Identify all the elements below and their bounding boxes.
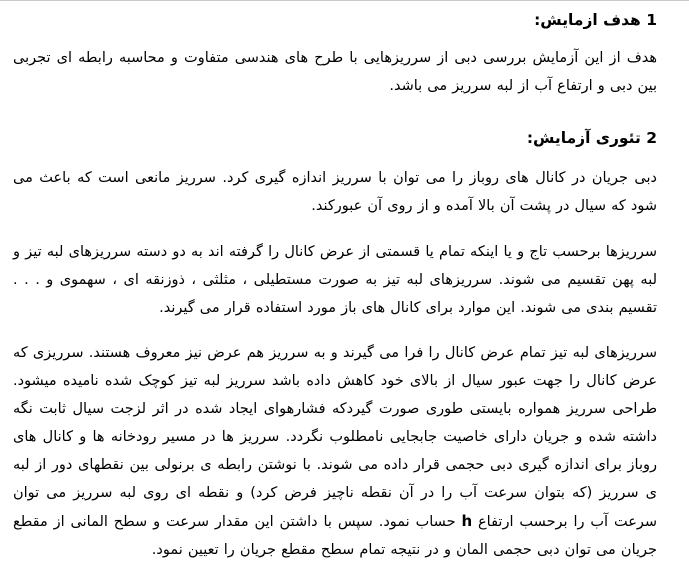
paragraph-theory-intro: دبی جریان در کانال های روباز را می توان با سرریز اندازه گیری کرد. سرریز مانعی است که باعث می شود که سیال در پشت آن بالا آمده و از روی آن عبورکند. (13, 170, 657, 214)
spacer-after-paragraph-1 (13, 100, 657, 120)
paragraph-objective: هدف از این آزمایش بررسی دبی از سرریزهایی با طرح های هندسی متفاوت و محاسبه رابطه ای تجربی بین دبی و ارتفاع آب از لبه سرریز می باشد. (13, 50, 657, 94)
spacer-after-heading-1 (13, 30, 657, 44)
spacer-after-heading-2 (13, 148, 657, 164)
symbol-head-h: h (461, 512, 473, 530)
paragraph-weir-types: سرریزها برحسب تاج و یا اینکه تمام یا قسمتی از عرض کانال را گرفته اند به دو دسته سرریزهای لبه تیز و لبه پهن تقسیم می شوند. سرریزهای لبه تیز به صورت مستطیلی ، مثلثی ، ذوزنقه ای ، سهموی و . . . تقسیم بندی می شوند. این موارد برای کانال های باز مورد استفاده قرار می گیرند. (13, 244, 657, 316)
paragraph-sharp-crested-weirs (13, 339, 657, 564)
document-content (13, 2, 657, 564)
section-heading-2: 2 تئوری آزمایش: (526, 129, 657, 147)
page-top-rule (0, 0, 689, 1)
spacer-after-paragraph-3 (13, 322, 657, 339)
paragraph-4-text-b: حساب نمود. سپس با داشتن این مقدار سرعت و سطح المانی از مقطع جریان می توان دبی حجمی المان و در نتیجه تمام سطح مقطع جریان را تعیین نمود. (13, 514, 657, 558)
paragraph-4-text-a: سرریزهای لبه تیز تمام عرض کانال را فرا می گیرند و به سرریز هم عرض نیز معروف هستند. سرریزی که عرض کانال را جهت عبور سیال از بالای خود کاهش داده باشد سرریز لبه تیز کوچک شده نامیده میشود. طراحی سرریز همواره بایستی طوری صورت گیردکه فشارهوای ایجاد شده در اثر لزجت سیال ثابت نگه داشته شده و جریان دارای خاصیت جابجایی نامطلوب نگردد. سرریز ها در مسیر رودخانه ها و کانال های روباز برای اندازه گیری دبی حجمی قرار داده می شوند. با نوشتن رابطه ی برنولی بین نقطهای دور از لبه ی سرریز (که بتوان سرعت آب را در آن نقطه ناچیز فرض کرد) و نقطه ای روی لبه سرریز می توان سرعت آب را برحسب ارتفاع (13, 345, 657, 530)
section-heading-1: 1 هدف ازمایش: (534, 11, 657, 29)
spacer-after-paragraph-2 (13, 220, 657, 238)
